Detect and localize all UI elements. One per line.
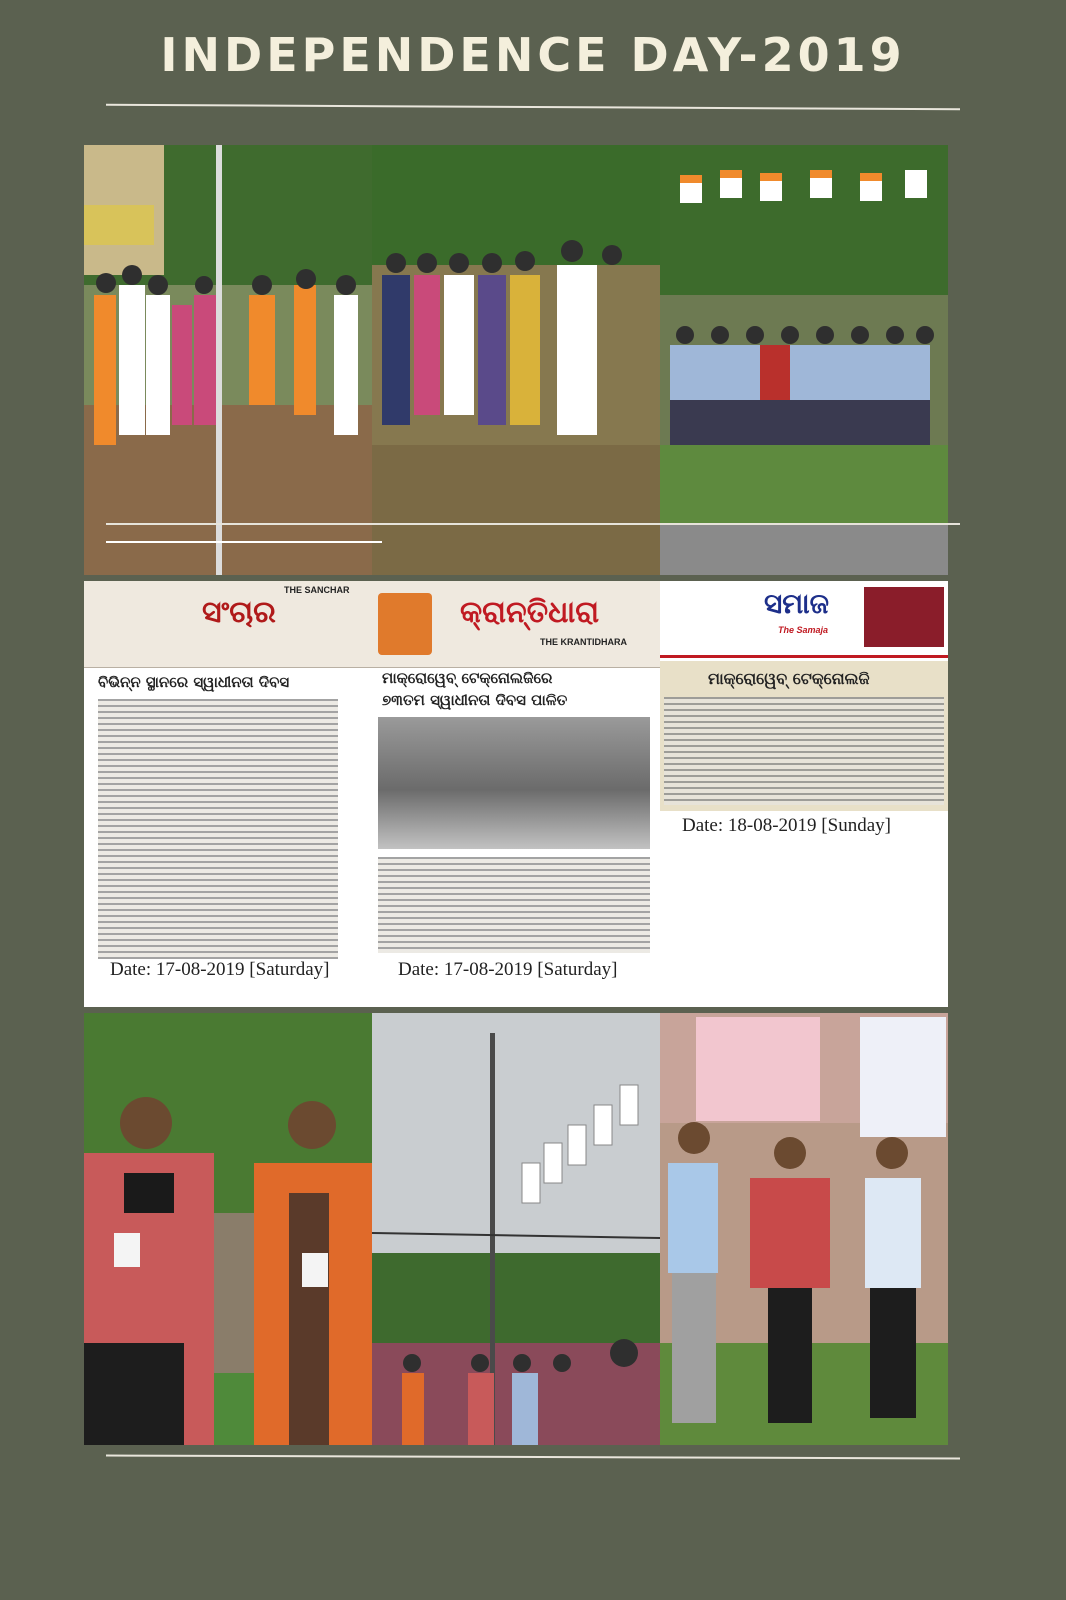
page-title: INDEPENDENCE DAY-2019 [160, 28, 906, 82]
photo-two-staff-members [84, 1013, 372, 1445]
photo-flag-hoisting-group [84, 145, 372, 575]
samaja-title: ସମାଜ [764, 587, 829, 620]
sanchar-date: Date: 17-08-2019 [Saturday] [110, 959, 330, 980]
collage-grid [84, 145, 960, 1445]
photo-three-staff-at-entrance [660, 1013, 948, 1445]
row1-divider-short [106, 541, 382, 543]
newspaper-clipping-sanchar [84, 581, 372, 1007]
sanchar-english-title: THE SANCHAR [284, 585, 350, 595]
samaja-advert [864, 587, 944, 647]
krantidhara-news-photo [378, 717, 650, 849]
krantidhara-headline-line1: ମାକ୍ରୋୱେବ୍ ଟେକ୍ନୋଲଜିରେ [382, 669, 553, 687]
photo-students-group [372, 145, 660, 575]
samaja-date: Date: 18-08-2019 [Sunday] [682, 815, 891, 836]
top-divider [106, 104, 960, 110]
sanchar-article-text [98, 699, 338, 959]
newspaper-clipping-samaja [660, 581, 948, 1007]
sanchar-title: ସଂଚାର [202, 595, 276, 630]
krantidhara-saint-portrait [378, 593, 432, 655]
krantidhara-headline-line2: ୭୩ତମ ସ୍ୱାଧୀନତା ଦିବସ ପାଳିତ [382, 691, 568, 709]
bottom-divider [106, 1455, 960, 1460]
krantidhara-english-title: THE KRANTIDHARA [540, 637, 627, 647]
photo-staff-seated-group [660, 145, 948, 575]
samaja-english-title: The Samaja [778, 625, 829, 635]
krantidhara-article-text [378, 857, 650, 953]
row1-divider [106, 523, 960, 525]
krantidhara-title: କ୍ରାନ୍ତିଧାରା [460, 595, 600, 630]
sanchar-headline: ବିଭିନ୍ନ ସ୍ଥାନରେ ସ୍ୱାଧୀନତା ଦିବସ [98, 673, 290, 691]
samaja-headline: ମାକ୍ରୋୱେବ୍ ଟେକ୍ନୋଲଜି [708, 669, 870, 688]
krantidhara-date: Date: 17-08-2019 [Saturday] [398, 959, 618, 980]
photo-flag-pole-ceremony [372, 1013, 660, 1445]
samaja-article-text [664, 697, 944, 805]
newspaper-clipping-krantidhara [372, 581, 660, 1007]
